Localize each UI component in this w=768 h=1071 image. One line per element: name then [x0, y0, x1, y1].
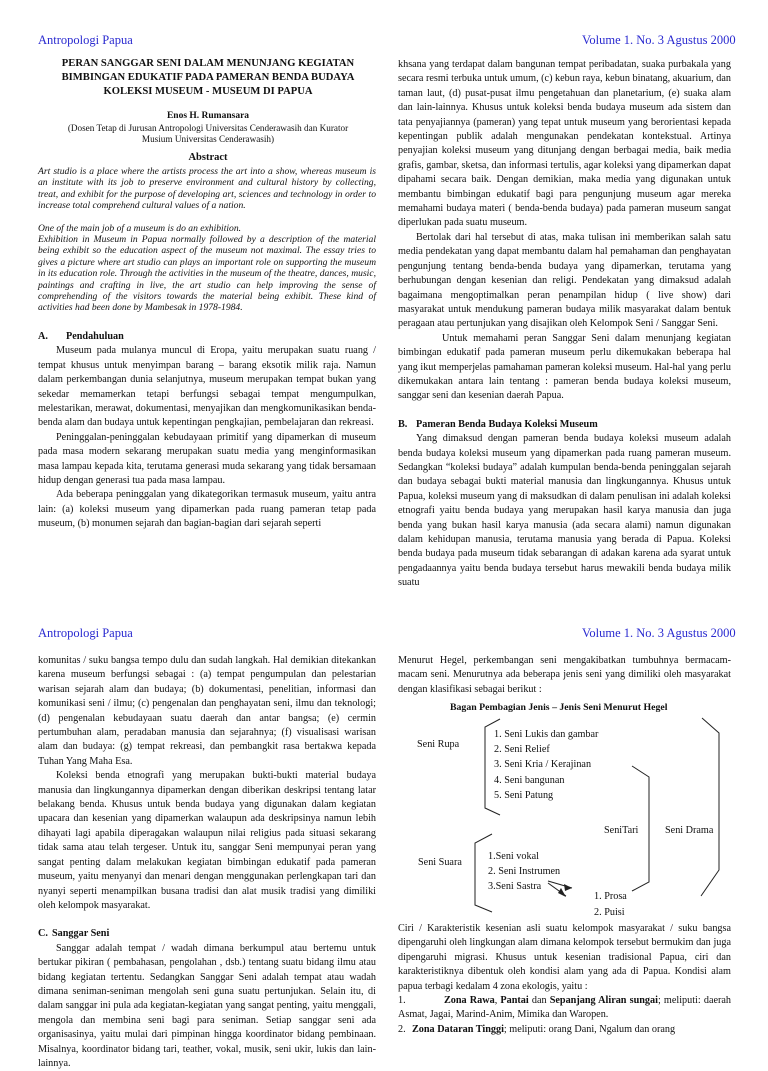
list-item: 3.Seni Sastra: [488, 881, 542, 893]
rupa-list: [494, 727, 598, 803]
zone-name: Sepanjang Aliran sungai: [549, 995, 658, 1007]
paragraph: Untuk memahami peran Sanggar Seni dalam menunjang kegiatan bimbingan edukatif pada pameran museum perlu dikemukakan beberapa hal yang ikut memperjelas pamahaman pameran koleksi museum. Hal-hal yang perlu dikemukakan antara lain tentang : pameran benda budaya koleksi museum, sanggar seni dan kesenian daerah Papua.: [398, 332, 731, 402]
paragraph: Museum pada mulanya muncul di Eropa, yaitu merupakan suatu ruang / tempat khusus untuk menyimpan barang – barang eksotik milik raja. Namun dalam perkembangan dunia selanjutnya, museum merupakan tempat bukan yang sekedar memamerkan tetapi berfungsi sebagai tempat mengumpulkan, melestarikan, merawat, dokumentasi, menyajikan dan mengkomunikasikan benda-benda alam dan budaya untuk kepentingan pengkajian, pembelajaran dan rekreasi.: [38, 345, 376, 429]
paragraph: khsana yang terdapat dalam bangunan tempat peribadatan, suaka purbakala yang secara resmi terbuka untuk umum, (c) kebun raya, kebun binatang, akuarium, dan taman laut, (d) pusat-pusat ilmu pengetahuan dan planetarium, (e) suaka alam dan lain-lainnya. Khusus untuk koleksi benda budaya museum ada sistem dan tata penyajiannya (pameran) yang tepat untuk museum yang berorientasi kepada kepentingan publik adalah mengunakan pendekatan kontekstual. Artinya penyajian koleksi museum yang ditunjang dengan berbagai media, baik media grafis, gambar, sketsa, dan informasi tertulis, agar koleksi yang dipamerkan dapat dipahami secara baik. Dengan demikian, maka media yang digunakan untuk membantu bimbingan edukatif bagi para pengunjung museum agar mereka memahami budaya materi ( benda-benda budaya) pada pameran museum sangat diperlukan pada suatu museum.: [398, 59, 731, 229]
section-title: Pameran Benda Budaya Koleksi Museum: [416, 418, 598, 430]
list-item: 5. Seni Patung: [494, 789, 554, 801]
author-name: Enos H. Rumansara: [166, 111, 250, 121]
list-item: 1. Prosa: [594, 891, 627, 902]
list-item: 2. Seni Instrumen: [488, 866, 561, 878]
section-number: A.: [38, 331, 48, 342]
volume-header: Volume 1. No. 3 Agustus 2000: [582, 626, 736, 640]
seni-suara-label: Seni Suara: [418, 857, 462, 868]
zone-description: ; meliputi: daerah Asmat, Jagai, Marind-Anim, Mimika dan Waropen.: [398, 995, 731, 1021]
zone-description: ; meliputi: orang Dani, Ngalum dan orang: [503, 1023, 676, 1035]
abstract-paragraph: Art studio is a place where the artists process the art into a show, whereas museum is an institute with its job to preserve environment and cultural history by collecting, treat, and exhibit for the purpose of developing art, sciences and technology in order to increase total comprehend cultural values of a nation.: [38, 166, 376, 212]
drama-line: [701, 718, 719, 896]
list-item: 1. Seni Lukis dan gambar: [494, 729, 599, 740]
volume-header: Volume 1. No. 3 Agustus 2000: [582, 33, 736, 47]
title-line: PERAN SANGGAR SENI DALAM MENUNJANG KEGIATAN: [61, 58, 355, 69]
zone-name: Zona Rawa: [444, 995, 495, 1007]
sastra-list: [594, 889, 627, 920]
journal-header: Antropologi Papua: [38, 626, 133, 640]
list-item: 2. Seni Relief: [494, 744, 550, 756]
section-title: Pendahuluan: [66, 331, 124, 342]
author-affiliation: (Dosen Tetap di Jurusan Antropologi Universitas Cenderawasih dan Kurator Musium Universitas Cenderawasih): [67, 122, 349, 144]
zone-item-2: [398, 1023, 731, 1037]
separator: dan: [528, 995, 550, 1007]
abstract-paragraph: Exhibition in Museum in Papua normally followed by a description of the material being exhibit so the education aspect of the museum not maximal. The essay tries to gives a picture where art studio can plays an important role on supporting the museum in its education role. Through the activities in the museum of the theatre, dances, music, paintings and crafting in live, the art studio can help improving the sense of comprehending of the visitors towards the material being exhibit. These kind of activities had been done by Mambesak in 1978-1984.: [38, 234, 376, 314]
zone-name: Zona Dataran Tinggi: [412, 1023, 504, 1035]
seni-drama-label: Seni Drama: [665, 825, 714, 836]
separator: ,: [494, 995, 501, 1007]
zone-name: Pantai: [500, 995, 529, 1007]
paragraph: Menurut Hegel, perkembangan seni mengakibatkan tumbuhnya bermacam-macam seni. Menurutnya ada beberapa jenis seni yang dimiliki oleh masyarakat dengan klasifikasi sebagai berikut :: [398, 655, 731, 695]
title-line: BIMBINGAN EDUKATIF PADA PAMERAN BENDA BUDAYA: [61, 72, 355, 83]
list-number: 2.: [398, 1023, 406, 1035]
page2-right-column: [398, 922, 731, 1037]
abstract-heading: Abstract: [188, 152, 228, 163]
paragraph: Ada beberapa peninggalan yang dikategorikan termasuk museum, yaitu antra lain: (a) koleksi museum yang dipamerkan pada ruang pameran tetap pada museum, (b) monumen sejarah dan bagian-bagian dari sejarah seperti: [38, 489, 376, 530]
list-item: 4. Seni bangunan: [494, 774, 565, 786]
paragraph: komunitas / suku bangsa tempo dulu dan sudah langkah. Hal demikian ditekankan karena museum berfungsi sebagai : (a) tempat pengumpulan dan pelestarian warisan sejarah alam dan budaya; (b) dokumentasi, penelitian, informasi dan komunikasi seni / ilmu; (c) pengenalan dan penghayatan seni, ilmu dan teknologi; (d) pengenalan kebudayaan suatu daerah dan antar bangsa; (e) cermin pertumbuhan alam, peradaban manusia dan sejarahnya; (f) visualisasi warisan alam dan budaya: (g) tempat rekreasi, dan pembangkit rasa bertakwa kepada Tuhan Yang Maha Esa.: [38, 655, 376, 767]
section-title: Sanggar Seni: [52, 928, 110, 940]
paragraph: Koleksi benda etnografi yang merupakan bukti-bukti material budaya manusia dan lingkungannya dipamerkan dengan diberikan deskripsi tentang latar belakang benda. Khusus untuk benda budaya yang digunakan dalam kegiatan upacara dan kesenian yang dipamerkan walaupun ada deskripsinya namun lebih dihayati lagi apabila diperagakan walaupun nilai religius pada situasi sekarang tidak sama atau telah tergeser. Untuk itu, sanggar Seni mempunyai peran yang sangat penting dalam melakukan kegiatan bimbingan edukatif pada pameran museum, yaitu menyanyi dan menari dengan menggunakan perlengkapan tari dan nyanyi seperti menampilkan busana tradisi dan alat musik tradisi yang dimiliki oleh kelompok masyarakat.: [38, 770, 376, 911]
paragraph: Ciri / Karakteristik kesenian asli suatu kelompok masyarakat / suku bangsa dipengaruhi oleh lingkungan alam dimana kelompok tersebut bermukim dan juga dipengaruhi migrasi. Khusus untuk kesenian tradisional Papua, ciri dan karakteristiknya dibentuk oleh kondisi alam yang ada di Papua. Kondisi alam papua terbagi kedalam 4 zona ekologis, yaitu :: [398, 923, 731, 992]
title-line: KOLEKSI MUSEUM - MUSEUM DI PAPUA: [103, 86, 313, 97]
seni-tari-label: SeniTari: [604, 825, 639, 836]
abstract-paragraph: One of the main job of a museum is do an exhibition.: [38, 222, 242, 234]
paragraph: Yang dimaksud dengan pameran benda budaya koleksi museum adalah benda budaya koleksi museum yang dipamerkan pada ruang pameran museum. Sedangkan “koleksi budaya” adalah kumpulan benda-benda peninggalan sejarah dan budaya sebagai bukti material manusia dan lingkungannya. Khusus untuk Papua, koleksi museum yang di maksudkan di dalam penulisan ini adalah koleksi etnografi yaitu benda budaya yang merupakan hasil karya manusia dan juga benda yang bukan hasil karya manusia (ada secara alami) namun digunakan dalam kehidupan manusia, terutama manusia yang berada di Papua. Koleksi benda budaya pada museum tidak sebarangan di adakan karena ada syarat untuk pengadaannya yaitu benda budaya tersebut harus mewakili benda budaya milik suatu: [398, 433, 731, 589]
arrow-head: [564, 884, 572, 891]
paragraph: Peninggalan-peninggalan kebudayaan primitif yang dipamerkan di museum pada masa modern sekarang merupakan suatu media yang menginformasikan masa lampau kepada kita, terutama generasi muda sekarang yang tidak bersamaan hidup dengan generasi tua pada masa lampau.: [38, 431, 376, 487]
journal-header: Antropologi Papua: [38, 33, 133, 47]
list-item: 1.Seni vokal: [488, 851, 539, 862]
list-number: 1.: [398, 995, 406, 1007]
suara-list: [488, 849, 560, 895]
list-item: 2. Puisi: [594, 906, 625, 918]
seni-rupa-label: Seni Rupa: [417, 739, 460, 750]
section-number: C.: [38, 928, 48, 940]
list-item: 3. Seni Kria / Kerajinan: [494, 759, 592, 771]
paragraph: Sanggar adalah tempat / wadah dimana berkumpul atau bertemu untuk bertukar pikiran ( pembahasan, pengolahan , dsb.) tentang suatu bidang ilmu atau bidang kegiatan tertentu. Sedangkan Sanggar Seni adalah tempat atau wadah dimana seniman-seniman mengolah seni guna suatu pertunjukan. Selain itu, di dalam sanggar ini pula ada kegiatan-kegiatan yang sangat penting, yaitu menggali, mengola dan membina seni bagi para seniman. Setiap sanggar seni ada organisasinya, yaitu mulai dari pimpinan hingga koordinator bidang pembinaan. Misalnya, koordinator bidang tari, teather, vokal, musik, seni ukir, lukis dan lain-lainnya.: [38, 942, 376, 1069]
section-number: B.: [398, 418, 408, 430]
diagram-title: Bagan Pembagian Jenis – Jenis Seni Menurut Hegel: [450, 702, 668, 713]
zone-item-1: [398, 994, 731, 1023]
paragraph: Bertolak dari hal tersebut di atas, maka tulisan ini memberikan salah satu media pendekatan yang dapat membantu dalam hal pemahaman dan penghayatan pengunjung tentang benda-benda budaya yang dipamerkan, terutama yang berhubungan dengan kesenian dan religi. Pendekatan yang dimaksud adalah bagaimana mengoptimalkan peran penampilan hidup ( live show) dari masyarakat untuk mendukung pameran budaya milik masyarakat dalam bentuk peragaan atau pertunjukan yang disajikan oleh Kelompok Seni / Sanggar Seni.: [398, 231, 731, 330]
